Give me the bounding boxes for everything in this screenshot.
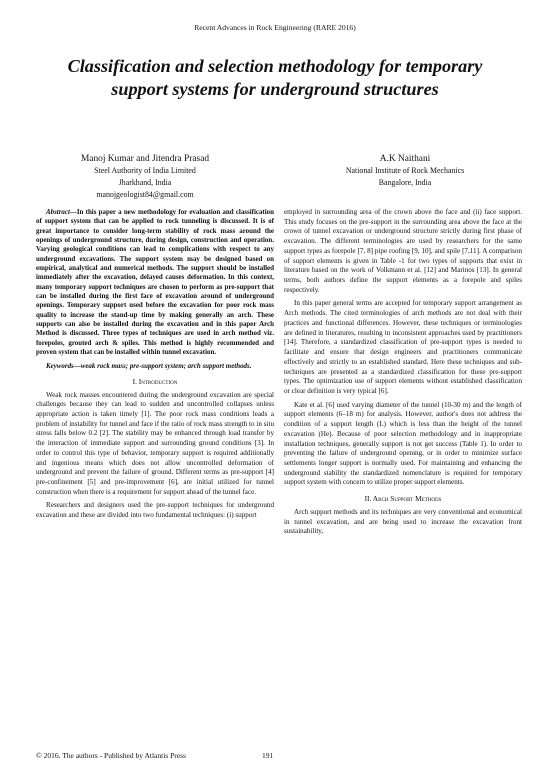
author-names-right: A.K Naithani xyxy=(379,154,431,164)
left-column xyxy=(36,208,274,525)
abstract-label: Abstract xyxy=(46,208,70,216)
abstract xyxy=(36,208,274,358)
affiliation-right xyxy=(300,153,510,189)
paragraph: Researchers and designers used the pre-support techniques for underground excavation and these are divided into two fundamental techniques: (i) support xyxy=(36,501,274,520)
paragraph: employed in surrounding area of the crown above the face and (ii) face support. This study focuses on the pre-support in the surrounding area above the face at the crown of tunnel excavation or underground structure strictly during first phase of excavation. The different terminologies are used by researchers for the same support types as forepole [7, 8] pipe roofing [9, 10], and spile [7,11]. A comparison of support elements is given in Table -1 for two types of supports that exist in literature based on the work of Volkmann et al. [12] and Marinos [13]. In general terms, both authors define the support elements as a forepole and spiles respectively. xyxy=(284,208,522,294)
affiliation-left xyxy=(40,153,250,201)
footer-copyright: © 2016. The authors - Published by Atlantis Press xyxy=(36,751,186,760)
author-names-left: Manoj Kumar and Jitendra Prasad xyxy=(80,154,210,164)
keywords-label: Keywords xyxy=(46,361,74,370)
keywords-text: —weak rock mass; pre-support system; arch support methods. xyxy=(73,361,252,370)
place-left: Jharkhand, India xyxy=(118,178,172,187)
paper-title: Classification and selection methodology for temporary support systems for underground structures xyxy=(67,56,483,99)
org-right: National Institute of Rock Mechanics xyxy=(345,166,465,175)
right-column xyxy=(284,208,522,541)
paragraph: Kate et al. [6] used varying diameter of the tunnel (10-30 m) and the length of support elements (6–18 m) for analysis. However, author's does not address the condition of a support length (L) which is less than the height of the tunnel excavation (He). Because of poor selection methodology and in inappropriate installation techniques, generally support is not get success (Table 1). In order to preventing the failure of underground opening, or in order to minimize surface settlements longer support is normally used. For maintaining and enhancing the underground stability the standardized nomenclature is required for temporary support system with concern to utilize proper support elements. xyxy=(284,400,522,487)
page-number: 191 xyxy=(262,751,274,760)
org-left: Steel Authority of India Limited xyxy=(94,166,196,175)
section-heading-arch-support: II. Arch Support Methods xyxy=(364,494,442,504)
paragraph: Arch support methods and its techniques are very conventional and economical in tunnel excavation, and are being used to increase the excavation front sustainability, xyxy=(284,507,522,536)
running-header: Recent Advances in Rock Engineering (RARE 2016) xyxy=(194,23,356,32)
section-heading-introduction: I. Introduction xyxy=(132,376,178,386)
abstract-text: —In this paper a new methodology for evaluation and classification of support system that can be applied to rock tunneling is discussed. It is of great importance to consider long-term stability of rock mass around the openings of underground structure, during design, construction and operation. Varying geological conditions can lead to complications with respect to any underground excavations. The support system may be designed based on empirical, analytical and numerical methods. The support should be installed immediately after the excavation, delayed causes deformation. In this context, many temporary support techniques are chosen to perform as pre-support that can be installed during the first face of excavation around of underground openings. Temporary support used before the excavation for poor rock mass quality to increase the stand-up time by making generally an arch. These supports can also be installed during the excavation and in this paper Arch Method is discussed. Three types of techniques are used in arch method viz. forepoles, grouted arch & spiles. This method is highly recommended and proven system that can be installed within tunnel excavation. xyxy=(36,208,274,357)
email-left: manojgeologist84@gmail.com xyxy=(96,190,194,199)
keywords xyxy=(36,362,274,371)
paragraph: In this paper general terms are accepted for temporary support arrangement as Arch methods. The cited terminologies of arch methods are not deal with their practices and functional differences. However, these techniques or terminologies are defined in literatures, resulting in inconsistent approaches used by practitioners [14]. Therefore, a standardized classification of pre-support types is needed to facilitate and ensure that design engineers and practitioners communicate effectively and strictly to an established standard. Here these techniques and sub-techniques are presented as a standardized classification for these pre-support types. The optimization use of support elements without established classification or clear definition is very typical [6]. xyxy=(284,299,522,395)
paragraph: Weak rock masses encountered during the underground excavation are special challenges because they can lead to sudden and uncontrolled collapses unless appropriate action is taken timely [1]. The poor rock mass conditions leads a problem of instability for tunnel and face if the ratio of rock mass strength to in situ stress falls below 0.2 [2]. The stability may be enhanced through load transfer by the interaction of immediate support and surrounding ground conditions [3]. In order to control this type of behavior, temporary support is required additionally and ingenious means which does not allow uncontrolled deformation of underground and prevent the failure of ground. Different terms as pre-support [4] pre-confinement [5] and pre-improvement [6], are initial utilized for tunnel construction when there is a requirement for support ahead of the tunnel face. xyxy=(36,390,274,496)
place-right: Bangalore, India xyxy=(378,178,432,187)
